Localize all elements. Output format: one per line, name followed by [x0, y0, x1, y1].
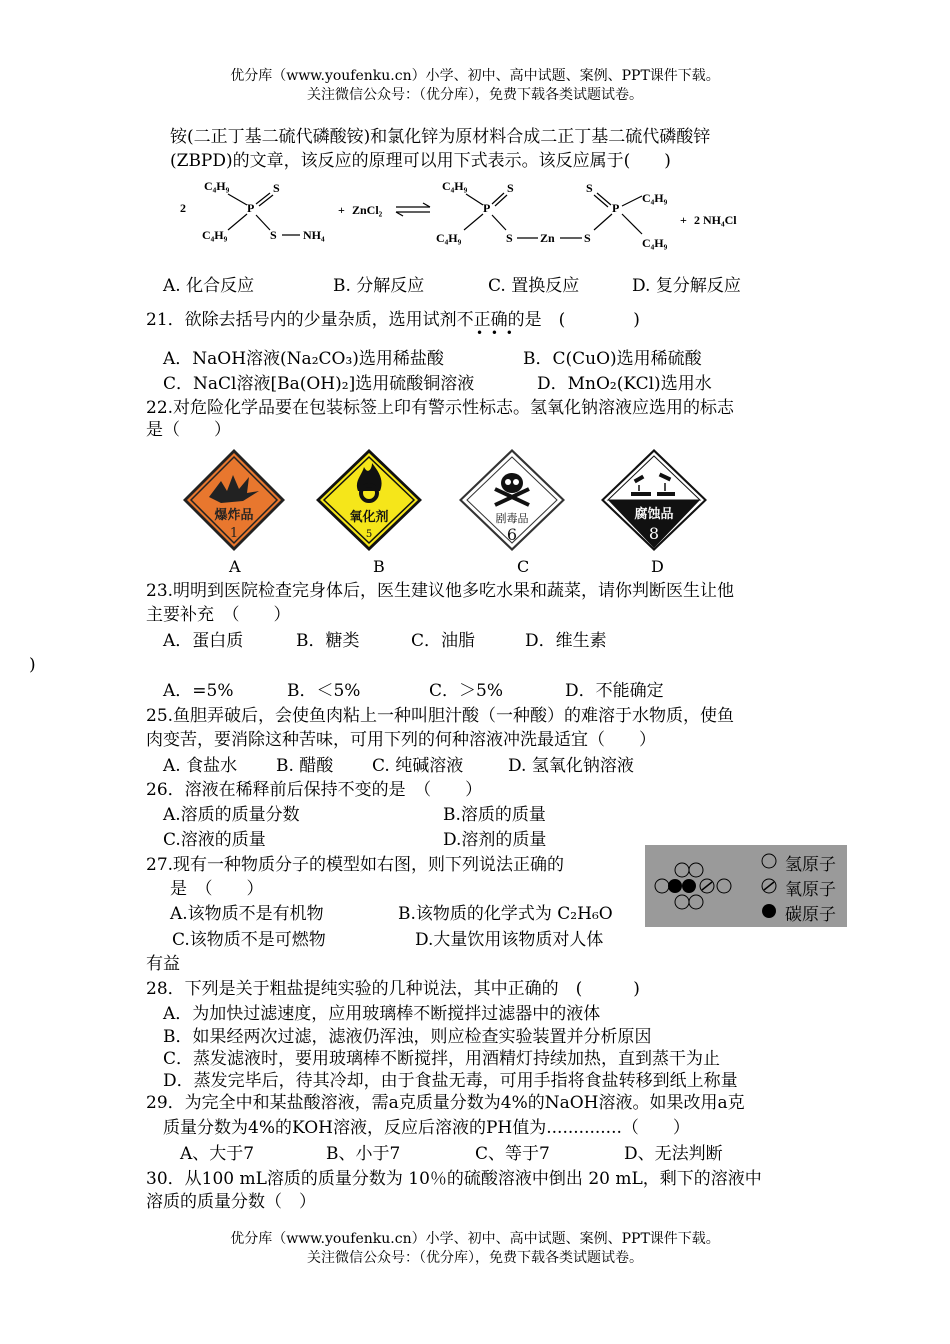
reaction-equation — [170, 172, 770, 252]
q29-line-2: 质量分数为4%的KOH溶液，反应后溶液的PH值为..............（ ） — [163, 1118, 690, 1138]
q24-option-d[interactable]: D．不能确定 — [565, 681, 664, 701]
sign-corrosive[interactable] — [599, 447, 709, 553]
q25-option-d[interactable]: D. 氢氧化钠溶液 — [508, 756, 634, 776]
sign-corrosive-text: 腐蚀品 — [634, 507, 674, 522]
sign-explosive-number: 1 — [229, 526, 239, 541]
q20-line-1: 铵(二正丁基二硫代磷酸铵)和氯化锌为原材料合成二正丁基二硫代磷酸锌 — [170, 127, 711, 147]
eq-zncl2: ZnCl₂ — [352, 203, 383, 217]
sign-explosive[interactable] — [181, 447, 287, 553]
q30-line-1: 30．从100 mL溶质的质量分数为 10％的硫酸溶液中倒出 20 mL，剩下的溶液中 — [146, 1169, 762, 1189]
eq-plus: + — [680, 213, 687, 227]
q23-line-1: 23.明明到医院检查完身体后，医生建议他多吃水果和蔬菜，请你判断医生让他 — [146, 581, 735, 601]
q24-option-c[interactable]: C．＞5% — [429, 681, 503, 701]
q25-option-c[interactable]: C. 纯碱溶液 — [372, 756, 464, 776]
q27-option-a[interactable]: A.该物质不是有机物 — [170, 904, 324, 924]
q24-option-a[interactable]: A．=5% — [163, 681, 234, 701]
header-line-1: 优分库（www.youfenku.cn）小学、初中、高中试题、案例、PPT课件下载。 — [230, 68, 720, 84]
eq-nh4: NH₄ — [303, 228, 325, 242]
q26-option-a[interactable]: A.溶质的质量分数 — [163, 805, 300, 825]
eq-p: P — [483, 201, 491, 215]
q28-stem: 28．下列是关于粗盐提纯实验的几种说法，其中正确的 ( ) — [146, 979, 640, 999]
q27-option-d-continued: 有益 — [146, 954, 180, 974]
q20-option-c[interactable]: C. 置换反应 — [488, 276, 580, 296]
q26-option-d[interactable]: D.溶剂的质量 — [443, 830, 547, 850]
q26-option-c[interactable]: C.溶液的质量 — [163, 830, 266, 850]
footer-line-1: 优分库（www.youfenku.cn）小学、初中、高中试题、案例、PPT课件下载。 — [230, 1231, 720, 1247]
sign-letter-d: D — [651, 557, 664, 576]
q29-option-d[interactable]: D、无法判断 — [624, 1144, 723, 1164]
q21-emphasis-dots: • • • — [476, 326, 515, 340]
eq-nh4cl: 2 NH₄Cl — [694, 213, 737, 227]
q20-option-d[interactable]: D. 复分解反应 — [632, 276, 741, 296]
eq-coefficient: 2 — [180, 201, 186, 215]
eq-s: S — [586, 181, 593, 195]
eq-c4h9: C₄H₉ — [202, 228, 228, 242]
q23-line-2: 主要补充 （ ） — [146, 605, 291, 625]
header-line-2: 关注微信公众号：（优分库），免费下载各类试题试卷。 — [307, 87, 643, 103]
sign-letter-c: C — [517, 557, 530, 576]
eq-c4h9: C₄H₉ — [442, 179, 468, 193]
q20-option-b[interactable]: B. 分解反应 — [333, 276, 425, 296]
sign-toxic-text: 剧毒品 — [495, 512, 529, 525]
eq-s: S — [270, 228, 277, 242]
eq-c4h9: C₄H₉ — [642, 191, 668, 205]
q26-option-b[interactable]: B.溶质的质量 — [443, 805, 546, 825]
eq-s: S — [506, 231, 513, 245]
q28-option-b[interactable]: B．如果经两次过滤，滤液仍浑浊，则应检查实验装置并分析原因 — [163, 1027, 652, 1047]
q21-option-b[interactable]: B．C(CuO)选用稀硫酸 — [523, 349, 702, 369]
q27-option-c[interactable]: C.该物质不是可燃物 — [172, 930, 326, 950]
sign-oxidizer-number: 5 — [365, 529, 373, 540]
q21-stem: 21．欲除去括号内的少量杂质，选用试剂不正确的是 ( ) — [146, 310, 640, 330]
q25-option-a[interactable]: A. 食盐水 — [163, 756, 238, 776]
carbon-legend-icon — [762, 904, 776, 918]
eq-s: S — [507, 181, 514, 195]
eq-c4h9: C₄H₉ — [642, 236, 668, 250]
q25-option-b[interactable]: B. 醋酸 — [276, 756, 334, 776]
sign-letter-b: B — [373, 557, 385, 576]
eq-p: P — [612, 201, 620, 215]
eq-plus: + — [338, 203, 345, 217]
eq-zn: Zn — [540, 231, 555, 245]
eq-s: S — [584, 231, 591, 245]
legend-hydrogen: 氢原子 — [785, 855, 836, 875]
sign-toxic-number: 6 — [506, 525, 518, 544]
q23-option-d[interactable]: D．维生素 — [525, 631, 607, 651]
q28-option-d[interactable]: D．蒸发完毕后，待其冷却，由于食盐无毒，可用手指将食盐转移到纸上称量 — [163, 1071, 738, 1091]
q20-line-2: (ZBPD)的文章，该反应的原理可以用下式表示。该反应属于( ) — [170, 151, 671, 171]
q21-option-a[interactable]: A．NaOH溶液(Na₂CO₃)选用稀盐酸 — [163, 349, 444, 369]
q27-line-1: 27.现有一种物质分子的模型如右图，则下列说法正确的 — [146, 855, 565, 875]
q23-option-b[interactable]: B．糖类 — [296, 631, 360, 651]
q29-option-b[interactable]: B、小于7 — [326, 1144, 401, 1164]
q29-line-1: 29．为完全中和某盐酸溶液，需a克质量分数为4%的NaOH溶液。如果改用a克 — [146, 1093, 745, 1113]
eq-p: P — [247, 201, 255, 215]
eq-s: S — [273, 181, 280, 195]
q28-option-a[interactable]: A．为加快过滤速度，应用玻璃棒不断搅拌过滤器中的液体 — [163, 1004, 601, 1024]
q29-option-c[interactable]: C、等于7 — [475, 1144, 550, 1164]
q27-option-b[interactable]: B.该物质的化学式为 C₂H₆O — [398, 904, 613, 924]
sign-explosive-text: 爆炸品 — [214, 508, 254, 523]
q29-option-a[interactable]: A、大于7 — [180, 1144, 255, 1164]
q27-line-2: 是 （ ） — [170, 879, 264, 899]
q24-option-b[interactable]: B．＜5% — [287, 681, 361, 701]
legend-oxygen: 氧原子 — [785, 880, 836, 900]
q22-line-2: 是（ ） — [146, 420, 231, 440]
q22-line-1: 22.对危险化学品要在包装标签上印有警示性标志。氢氧化钠溶液应选用的标志 — [146, 398, 735, 418]
q21-option-c[interactable]: C．NaCl溶液[Ba(OH)₂]选用硫酸铜溶液 — [163, 374, 475, 394]
legend-carbon: 碳原子 — [785, 905, 836, 925]
q30-line-2: 溶质的质量分数（ ） — [146, 1192, 316, 1212]
sign-oxidizer[interactable] — [314, 447, 424, 553]
eq-c4h9: C₄H₉ — [436, 231, 462, 245]
hydrogen-legend-icon — [762, 854, 776, 868]
eq-c4h9: C₄H₉ — [204, 179, 230, 193]
q28-option-c[interactable]: C．蒸发滤液时，要用玻璃棒不断搅拌，用酒精灯持续加热，直到蒸干为止 — [163, 1049, 721, 1069]
q25-line-2: 肉变苦，要消除这种苦味，可用下列的何种溶液冲洗最适宜（ ） — [146, 730, 656, 750]
sign-corrosive-number: 8 — [648, 524, 660, 543]
molecule-model-figure — [645, 845, 847, 927]
q21-option-d[interactable]: D．MnO₂(KCl)选用水 — [537, 374, 712, 394]
q27-option-d[interactable]: D.大量饮用该物质对人体 — [415, 930, 604, 950]
footer-line-2: 关注微信公众号：（优分库），免费下载各类试题试卷。 — [307, 1250, 643, 1266]
q23-option-c[interactable]: C．油脂 — [411, 631, 476, 651]
q23-option-a[interactable]: A．蛋白质 — [163, 631, 244, 651]
q25-line-1: 25.鱼胆弄破后，会使鱼肉粘上一种叫胆汁酸（一种酸）的难溶于水物质，使鱼 — [146, 706, 735, 726]
sign-letter-a: A — [229, 557, 241, 576]
q20-option-a[interactable]: A. 化合反应 — [163, 276, 255, 296]
sign-toxic[interactable] — [457, 447, 567, 553]
q24-fragment: ) — [29, 655, 36, 675]
sign-oxidizer-text: 氧化剂 — [349, 510, 389, 525]
q26-stem: 26．溶液在稀释前后保持不变的是 （ ） — [146, 780, 483, 800]
